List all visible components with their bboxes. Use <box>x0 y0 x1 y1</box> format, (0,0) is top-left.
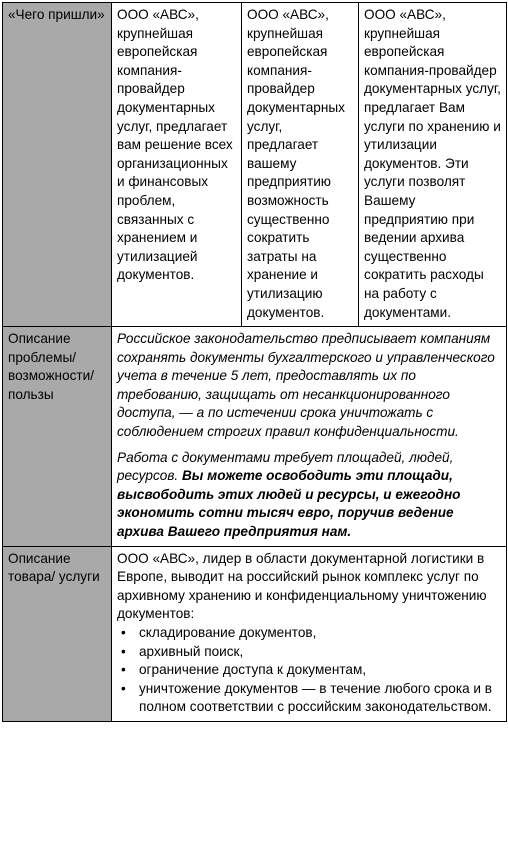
row-label-product: Описание товара/ услуги <box>3 546 112 721</box>
list-item-text: складирование документов, <box>139 625 317 640</box>
bullet-icon: • <box>121 643 126 659</box>
problem-cell <box>112 327 507 547</box>
variant-text-2: ООО «АВС», крупнейшая европейская компания-провайдер документарных услуг, предлагает вашему предприятию возможность существенно сократить затраты на хранение и утилизацию документов. <box>242 3 359 327</box>
list-item-text: ограничение доступа к документам, <box>139 662 367 678</box>
product-cell <box>112 546 507 721</box>
proposal-table <box>2 2 507 722</box>
row-problem <box>3 327 507 547</box>
list-item-text: уничтожение документов — в течение любого срока и в полном соответствии с российским законодательством. <box>139 680 493 715</box>
list-item <box>117 624 501 643</box>
row-label-why-came: «Чего пришли» <box>3 3 112 327</box>
bullet-icon: • <box>121 662 126 678</box>
row-label-problem: Описание проблемы/ возможности/ пользы <box>3 327 112 547</box>
list-item <box>117 680 501 717</box>
row-product <box>3 546 507 721</box>
product-intro: ООО «АВС», лидер в области документарной логистики в Европе, выводит на российский рынок комплекс услуг по архивному хранению и конфиденциальному уничтожению документов: <box>117 550 487 622</box>
bullet-icon: • <box>121 680 126 696</box>
service-list <box>117 624 501 717</box>
problem-paragraph-2 <box>117 449 501 542</box>
list-item-text: архивный поиск, <box>139 643 244 659</box>
row-why-came <box>3 3 507 327</box>
list-item <box>117 643 501 662</box>
variant-text-1: ООО «АВС», крупнейшая европейская компания-провайдер документарных услуг, предлагает вам решение всех организационных и финансовых проблем, связанных с хранением и утилизацией документов. <box>112 3 242 327</box>
bullet-icon: • <box>121 625 126 640</box>
list-item <box>117 661 501 680</box>
variant-text-3: ООО «АВС», крупнейшая европейская компания-провайдер документарных услуг, предлагает Вам услуги по хранению и утилизации документов. Эти услуги позволят Вашему предприятию при ведении архива существенно сократить расходы на работу с документами. <box>359 3 507 327</box>
problem-paragraph-2-italic: Работа с документами требует площадей, людей, ресурсов. <box>117 449 454 484</box>
problem-paragraph-1: Российское законодательство предписывает компаниям сохранять документы бухгалтерского и управленческого учета в течение 5 лет, предоставлять их по требованию, защищать от несанкционированного доступа, — а по истечении срока уничтожать с соблюдением строгих правил конфиденциальности. <box>117 331 495 440</box>
problem-paragraph-2-bold: Вы можете освободить эти площади, высвободить этих людей и ресурсы, и ежегодно экономить сотни тысяч евро, поручив ведение архива Вашего предприятия нам. <box>117 468 461 540</box>
